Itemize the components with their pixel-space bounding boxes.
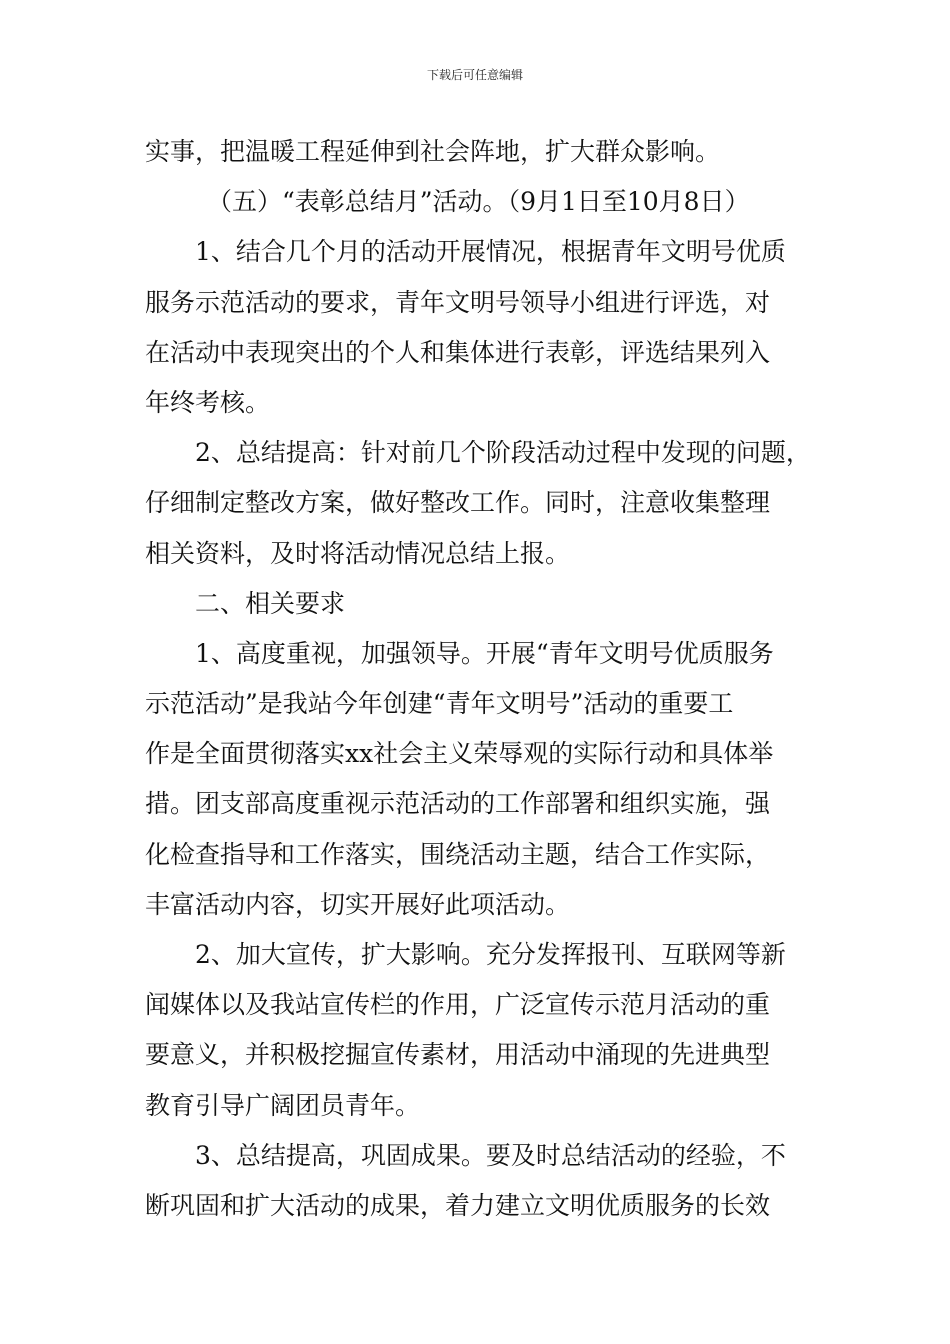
text-line: 措。团支部高度重视示范活动的工作部署和组织实施，强 bbox=[145, 789, 771, 819]
text-line: 实事，把温暖工程延伸到社会阵地，扩大群众影响。 bbox=[145, 137, 721, 166]
text-line: 示范活动”是我站今年创建“青年文明号”活动的重要工 bbox=[145, 689, 734, 719]
section-heading: 二、相关要求 bbox=[195, 588, 346, 618]
text-line: 丰富活动内容，切实开展好此项活动。 bbox=[145, 889, 571, 919]
text-line: 闻媒体以及我站宣传栏的作用，广泛宣传示范月活动的重 bbox=[145, 990, 771, 1020]
text-line: 相关资料，及时将活动情况总结上报。 bbox=[145, 538, 571, 568]
text-line: 断巩固和扩大活动的成果，着力建立文明优质服务的长效 bbox=[145, 1190, 771, 1220]
text-line: 化检查指导和工作落实，围绕活动主题，结合工作实际， bbox=[145, 839, 771, 869]
text-line: 作是全面贯彻落实xx社会主义荣辱观的实际行动和具体举 bbox=[145, 739, 774, 769]
text-line: 要意义，并积极挖掘宣传素材，用活动中涌现的先进典型 bbox=[145, 1040, 771, 1070]
text-line: 2、加大宣传，扩大影响。充分发挥报刊、互联网等新 bbox=[195, 940, 786, 969]
page-header-note: 下载后可任意编辑 bbox=[426, 68, 523, 82]
text-line: 1、高度重视，加强领导。开展“青年文明号优质服务 bbox=[195, 638, 774, 668]
text-line: 2、总结提高：针对前几个阶段活动过程中发现的问题， bbox=[195, 438, 811, 468]
text-line: 3、总结提高，巩固成果。要及时总结活动的经验，不 bbox=[195, 1140, 786, 1170]
document-body bbox=[145, 127, 825, 1231]
text-line: 服务示范活动的要求，青年文明号领导小组进行评选，对 bbox=[145, 287, 771, 317]
text-line: 在活动中表现突出的个人和集体进行表彰，评选结果列入 bbox=[145, 337, 771, 367]
section-heading: （五）“表彰总结月”活动。（9月1日至10月8日） bbox=[207, 187, 750, 217]
text-line: 1、结合几个月的活动开展情况，根据青年文明号优质 bbox=[195, 237, 786, 267]
text-line: 年终考核。 bbox=[145, 387, 271, 417]
text-line: 仔细制定整改方案，做好整改工作。同时，注意收集整理 bbox=[145, 488, 771, 518]
text-line: 教育引导广阔团员青年。 bbox=[145, 1090, 421, 1120]
